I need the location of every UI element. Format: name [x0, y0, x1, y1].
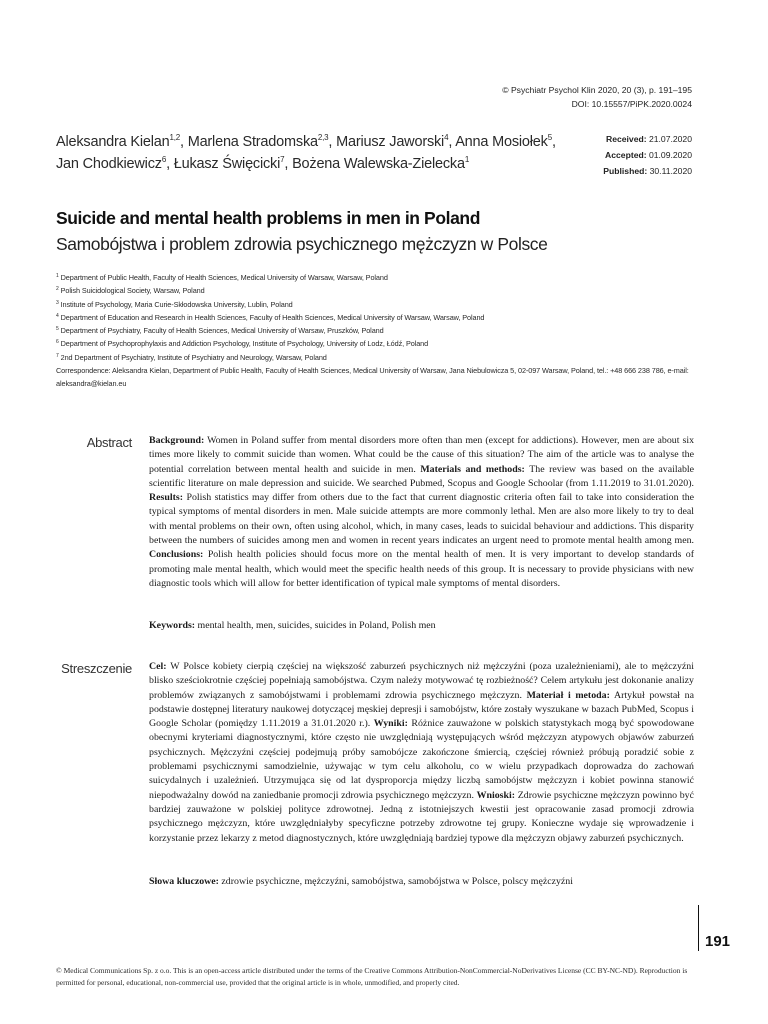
author-affiliation-ref: 7 — [280, 155, 285, 164]
affiliation-item: $^2$ Polish Suicidological Society, Warsaw, Poland — [56, 286, 205, 296]
author-affiliation-ref: 1,2 — [169, 133, 181, 142]
affiliation-item: $^5$ Department of Psychiatry, Faculty of Health Sciences, Medical University of Warsaw, Pruszków, Poland — [56, 326, 384, 336]
author-name: Łukasz Święcicki — [173, 156, 281, 172]
accepted-date: Accepted: 01.09.2020 — [605, 150, 692, 160]
published-date: Published: 30.11.2020 — [603, 166, 692, 176]
license-footer: © Medical Communications Sp. z o.o. This is an open-access article distributed under the terms of the Creative Commons Attribution-NonCommercial-NoDerivatives License (CC BY-NC-ND). Reproduction is permitted for personal, educational, non-commercial use, provided that the original article is in whole, unmodified, and properly cited. — [56, 966, 688, 987]
author-affiliation-ref: 4 — [444, 133, 449, 142]
abstract-body: Background: Women in Poland suffer from mental disorders more often than men (except for addictions). However, men are about six times more likely to commit suicide than women. What could be the cause of this situation? The aim of the article was to analyse the potential correlation between mental health and suicide in men. Materials and methods: The review was based on the available scientific literature on male depression and suicide. We searched Pubmed, Scopus and Google Schoolar (from 1.11.2019 to 31.01.2020). Results: Polish statistics may differ from others due to the fact that current diagnostic criteria often fail to take into consideration the typical symptoms of mental disorders in men. Male suicide attempts are more commonly lethal. Men are also more likely to try to deal with mental problems on their own, often using alcohol, which, in many cases, leads to suicidal behaviour and addictions. This disparity between the numbers of suicides among men and women in recent years indicates an urgent need to promote mental health among men. Conclusions: Polish health policies should focus more on the mental health of men. It is very important to develop standards of promoting male mental health, which would meet the specific health needs of this group. It is necessary to provide physicians with new diagnostic tools which will allow for better identification of typical male symptoms of mental disorders. — [149, 435, 695, 589]
affiliation-item: $^6$ Department of Psychoprophylaxis and Addiction Psychology, Institute of Psychology, University of Lodz, Łódź, Poland — [56, 339, 429, 349]
author-name: Anna Mosiołek — [455, 134, 548, 150]
doi: DOI: 10.15557/PiPK.2020.0024 — [571, 99, 692, 109]
author-affiliation-ref: 1 — [464, 155, 470, 164]
title-polish: Samobójstwa i problem zdrowia psychicznego mężczyzn w Polsce — [56, 234, 548, 254]
streszczenie-heading: Streszczenie — [61, 661, 132, 676]
affiliation-item: $^3$ Institute of Psychology, Maria Curie-Skłodowska University, Lublin, Poland — [56, 299, 293, 309]
author-name: Mariusz Jaworski — [336, 134, 445, 150]
article-dates — [603, 131, 692, 179]
streszczenie-keywords: Słowa kluczowe: zdrowie psychiczne, mężczyźni, samobójstwa, samobójstwa w Polsce, polscy mężczyźni — [149, 876, 573, 887]
author-name: Marlena Stradomska — [187, 134, 318, 150]
author-list: Aleksandra Kielan$^{1,2}$, Marlena Stradomska$^{2,3}$, Mariusz Jaworski$^4$, Anna Mosiołek$^5$, Jan Chodkiewicz$^6$, Łukasz Święcicki$^7$, Bożena Walewska-Zielecka$^1$ — [56, 133, 556, 172]
title-english: Suicide and mental health problems in men in Poland — [56, 208, 480, 228]
author-affiliation-ref: 2,3 — [317, 133, 329, 142]
page-number-rule — [698, 905, 699, 951]
author-name: Jan Chodkiewicz — [56, 156, 162, 172]
author-name: Bożena Walewska-Zielecka — [292, 156, 465, 172]
received-date: Received: 21.07.2020 — [605, 134, 692, 144]
abstract-heading: Abstract — [86, 435, 132, 450]
abstract-keywords: Keywords: mental health, men, suicides, suicides in Poland, Polish men — [149, 620, 436, 631]
journal-citation: © Psychiatr Psychol Klin 2020, 20 (3), p. 191–195 — [502, 85, 692, 95]
author-name: Aleksandra Kielan — [56, 134, 170, 150]
page-number: 191 — [705, 933, 731, 950]
affiliations — [56, 271, 696, 391]
affiliation-item: $^7$ 2nd Department of Psychiatry, Institute of Psychiatry and Neurology, Warsaw, Poland — [56, 352, 327, 362]
correspondence: Correspondence: Aleksandra Kielan, Department of Public Health, Faculty of Health Sciences, Medical University of Warsaw, Jana Niebulowicza 5, 02-097 Warsaw, Poland, tel.: +48 666 238 786, e-mail: aleksandra@kielan.eu — [56, 366, 689, 389]
author-affiliation-ref: 5 — [547, 133, 552, 142]
streszczenie-body: Cel: W Polsce kobiety cierpią częściej na większość zaburzeń psychicznych niż mężczyźni (poza uzależnieniami), ale to mężczyźni blisko sześciokrotnie częściej popełniają samobójstwa. Czym należy motywować tę rozbieżność? Celem artykułu jest dokonanie analizy problemów związanych z samobójstwami i problemami zdrowia psychicznego mężczyzn. Materiał i metoda: Artykuł powstał na podstawie dostępnej literatury naukowej dotyczącej męskiej depresji i samobójstw, które zostały wyszukane w bazach PubMed, Scopus i Google Scholar (pomiędzy 1.11.2019 a 31.01.2020 r.). Wyniki: Różnice zauważone w polskich statystykach mogą być spowodowane obecnymi kryteriami diagnostycznymi, które często nie uwzględniają występujących wśród mężczyzn atypowych objawów zaburzeń psychicznych. Mężczyźni częściej podejmują próby samobójcze zakończone śmiercią, częściej również próbują poradzić sobie z problemami psychicznymi samodzielnie, używając w tym celu alkoholu, co w wielu przypadkach doprowadza do zachowań suicydalnych i uzależnień. Utrzymująca się od lat dysproporcja między liczbą samobójstw mężczyzn i kobiet powinna stanowić niepodważalny dowód na zaniedbanie promocji zdrowia psychicznego mężczyzn. Wnioski: Zdrowie psychiczne mężczyzn powinno być bardziej zauważone w polskiej polityce zdrowotnej. Jedną z istotniejszych kwestii jest opracowanie zasad promocji zdrowia psychicznego mężczyzn, które uwzględniałyby specyficzne potrzeby zdrowotne tej grupy. Konieczne wydaje się wprowadzenie i korzystanie przez lekarzy z metod diagnostycznych, które uwzględniają bardziej typowe dla mężczyzn objawy zaburzeń psychicznych. — [149, 661, 695, 844]
affiliation-item: $^1$ Department of Public Health, Faculty of Health Sciences, Medical University of Warsaw, Warsaw, Poland — [56, 273, 388, 282]
author-affiliation-ref: 6 — [161, 155, 167, 164]
affiliation-item: $^4$ Department of Education and Research in Health Sciences, Faculty of Health Sciences, Medical University of Warsaw, Warsaw, Poland — [56, 312, 485, 322]
citation-block — [502, 83, 692, 111]
